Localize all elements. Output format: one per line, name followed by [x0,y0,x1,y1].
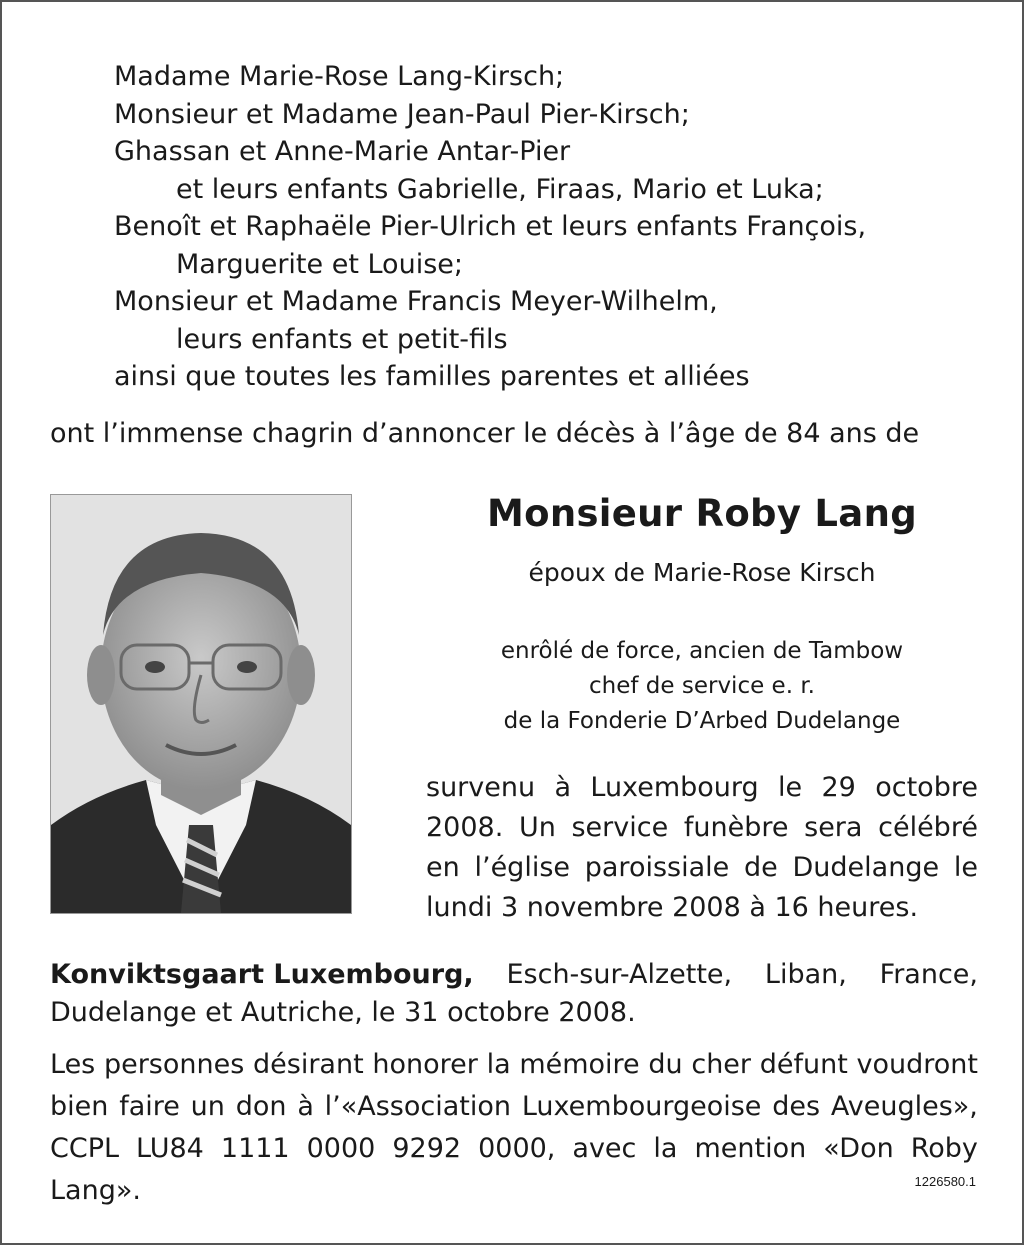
place-item: France, [879,959,978,990]
donation-line: Les personnes désirant honorer la mémoire du cher défunt voudront [50,1049,978,1080]
place-line-2: Dudelange et Autriche, le 31 octobre 2008. [50,997,636,1028]
circumstance-line: 2008. Un service funèbre sera célébré [426,812,978,843]
place-line-1 [50,956,978,994]
donation-request [50,1044,978,1212]
family-line: ainsi que toutes les familles parentes et alliées [114,361,750,392]
donation-line: Lang». [50,1175,141,1206]
family-line: et leurs enfants Gabrielle, Firaas, Mario et Luka; [176,173,824,205]
portrait-illustration [51,495,351,913]
role-line: enrôlé de force, ancien de Tambow [500,638,904,664]
family-line: leurs enfants et petit-fils [176,323,508,355]
donation-line: CCPL LU84 1111 0000 9292 0000, avec la mention «Don Roby [50,1133,978,1164]
circumstance-line: en l’église paroissiale de Dudelange le [426,852,978,883]
deceased-name: Monsieur Roby Lang [486,492,917,535]
donation-line: bien faire un don à l’«Association Luxembourgeoise des Aveugles», [50,1091,978,1122]
place-and-date [50,956,978,1032]
spouse-line: époux de Marie-Rose Kirsch [528,558,876,587]
place-item: Esch-sur-Alzette, [506,959,733,990]
announcement-text: ont l’immense chagrin d’annoncer le décès à l’âge de 84 ans de [50,418,920,449]
deceased-roles [422,634,982,739]
family-line: Monsieur et Madame Francis Meyer-Wilhelm, [114,286,718,317]
family-line: Madame Marie-Rose Lang-Kirsch; [114,61,565,92]
role-line: chef de service e. r. [589,673,815,699]
role-line: de la Fonderie D’Arbed Dudelange [503,708,901,734]
family-list [114,58,866,396]
reference-number: 1226580.1 [914,1174,976,1189]
family-line: Benoît et Raphaële Pier-Ulrich et leurs enfants François, [114,211,867,242]
portrait-photo [50,494,352,914]
family-line: Monsieur et Madame Jean-Paul Pier-Kirsch; [114,98,690,130]
place-item: Liban, [764,959,847,990]
place-bold: Konviktsgaart Luxembourg, [50,959,474,990]
family-line: Marguerite et Louise; [176,248,463,280]
circumstance-line: lundi 3 novembre 2008 à 16 heures. [426,892,919,923]
death-circumstances [426,768,978,928]
family-line: Ghassan et Anne-Marie Antar-Pier [114,136,571,167]
circumstance-line: survenu à Luxembourg le 29 octobre [426,772,978,803]
